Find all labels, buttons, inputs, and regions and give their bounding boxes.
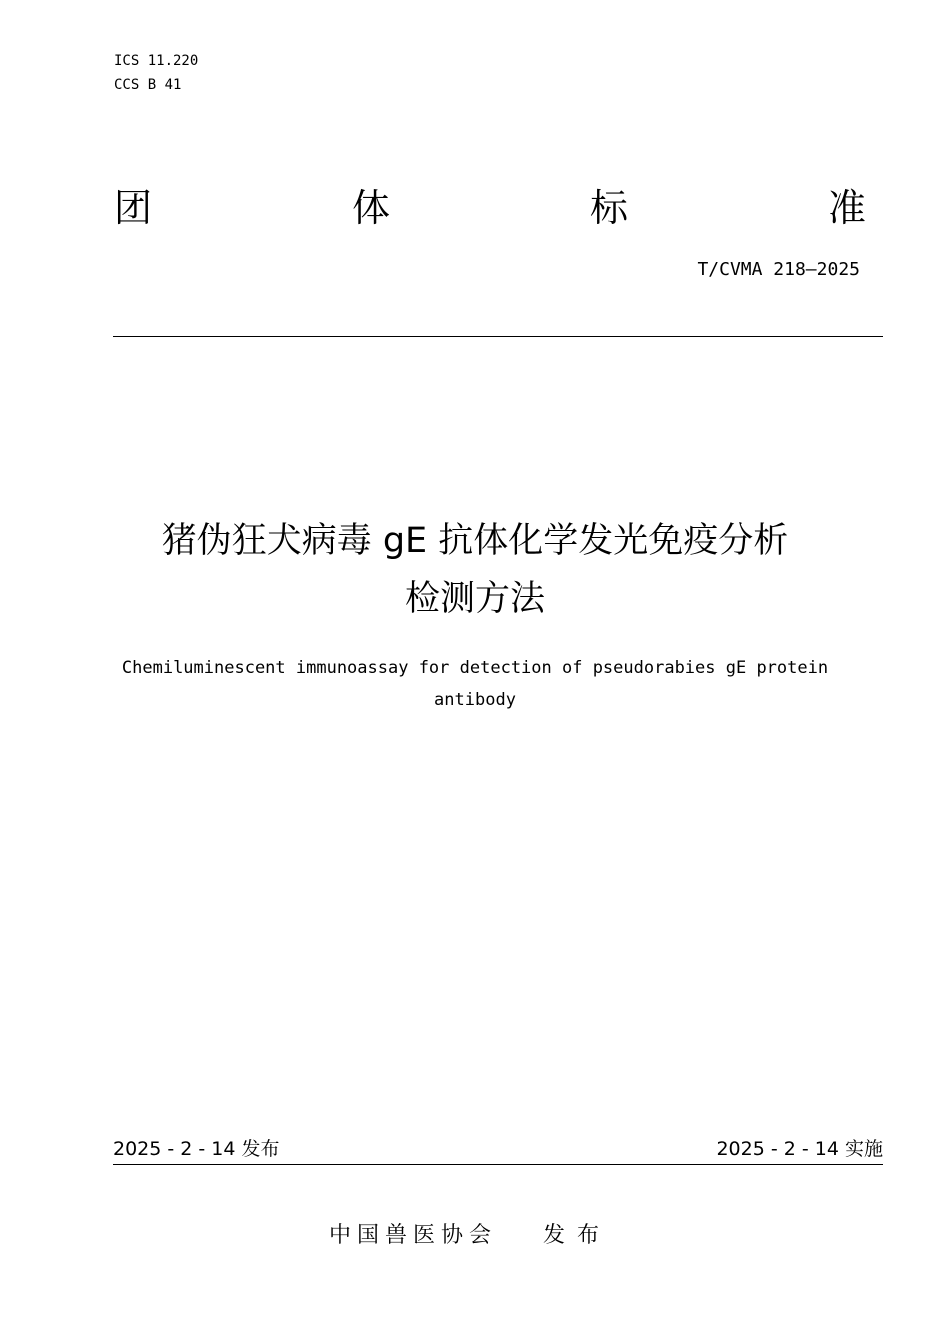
standard-type-char: 体 — [351, 186, 390, 230]
title-chinese — [0, 512, 950, 628]
standard-type-char: 标 — [589, 186, 628, 230]
implementation-date: 2025 - 2 - 14 实施 — [716, 1138, 883, 1160]
title-chinese-line1: 猪伪狂犬病毒 gE 抗体化学发光免疫分析 — [161, 521, 789, 561]
title-english-line1: Chemiluminescent immunoassay for detection of pseudorabies gE protein — [121, 658, 829, 678]
standard-number: T/CVMA 218—2025 — [697, 259, 860, 280]
date-bar — [113, 1134, 883, 1165]
ccs-code: CCS B 41 — [114, 77, 182, 93]
classification-codes — [114, 49, 198, 97]
standard-type-char: 团 — [114, 186, 153, 230]
title-english — [60, 652, 890, 716]
publisher-verb: 发布 — [543, 1223, 612, 1248]
title-english-line2: antibody — [434, 690, 516, 710]
title-chinese-line2: 检测方法 — [404, 579, 545, 619]
issue-date: 2025 - 2 - 14 发布 — [113, 1138, 280, 1160]
publisher-line — [329, 1218, 611, 1254]
ics-code: ICS 11.220 — [114, 53, 199, 69]
standard-type-heading — [114, 183, 866, 233]
header-divider — [113, 336, 883, 337]
publisher-organization: 中国兽医协会 — [329, 1223, 498, 1248]
standard-type-char: 准 — [827, 186, 866, 230]
